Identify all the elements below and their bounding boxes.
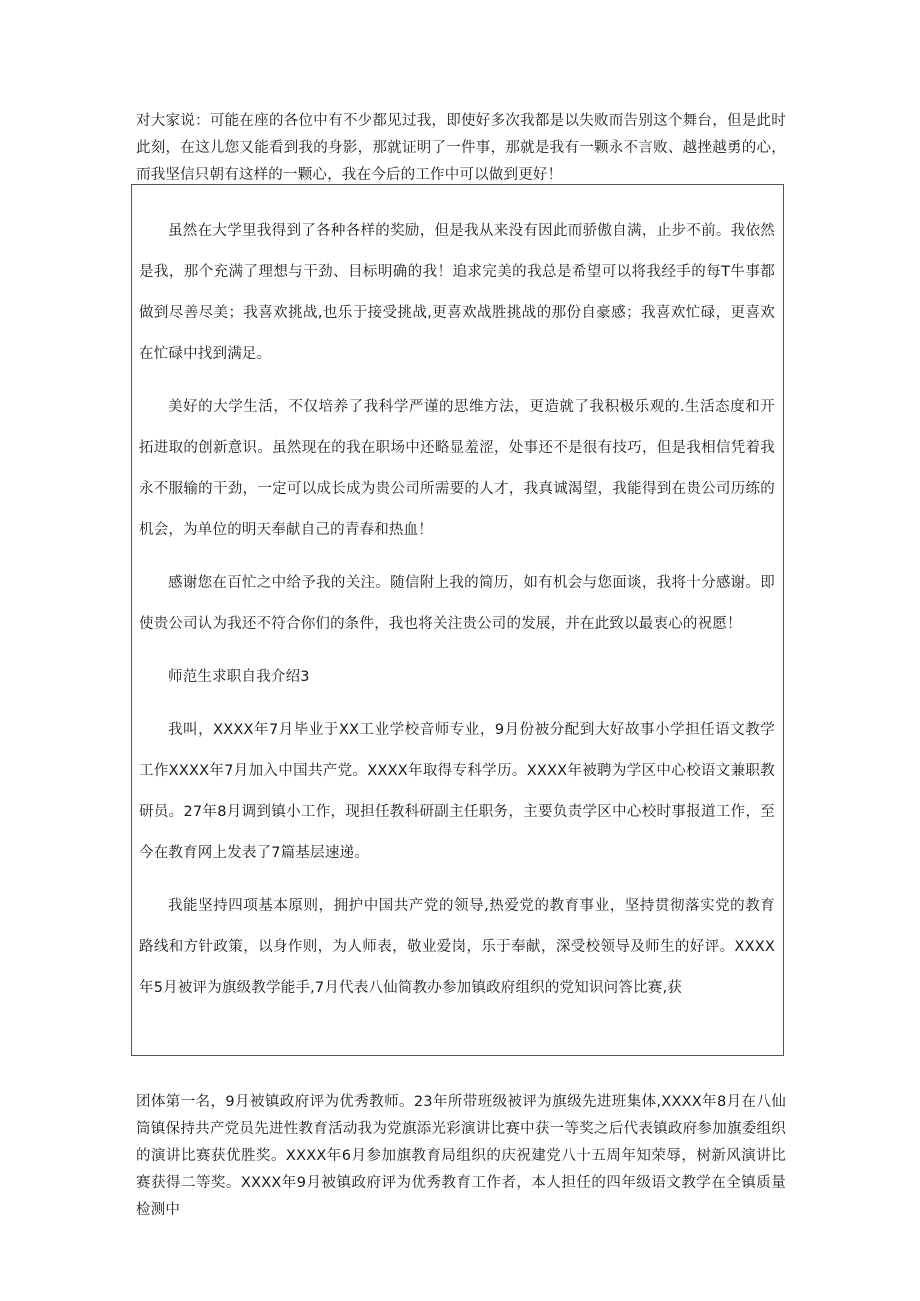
continuation-paragraph: 团体第一名，9月被镇政府评为优秀教师。23年所带班级被评为旗级先进班集体,XXXX年8月在八仙筒镇保持共产党员先进性教育活动我为党旗添光彩演讲比赛中获一等奖之后代表镇政府参加旗委组织的演讲比赛获优胜奖。XXXX年6月参加旗教育局组织的庆祝建党八十五周年知荣辱，树新风演讲比赛获得二等奖。XXXX年9月被镇政府评为优秀教育工作者，本人担任的四年级语文教学在全镇质量检测中	[136, 1094, 786, 1218]
intro-paragraph: 对大家说：可能在座的各位中有不少都见过我，即使好多次我都是以失败而告别这个舞台，但是此时此刻，在这儿您又能看到我的身影，那就证明了一件事，那就是我有一颗永不言败、越挫越勇的心，而我坚信只朝有这样的一颗心，我在今后的工作中可以做到更好！	[136, 113, 786, 183]
paragraph-thanks: 感谢您在百忙之中给予我的关注。随信附上我的简历，如有机会与您面谈，我将十分感谢。即使贵公司认为我还不符合你们的条件，我也将关注贵公司的发展，并在此致以最衷心的祝愿！	[139, 575, 775, 632]
bordered-text-frame	[131, 184, 784, 1056]
section-heading: 师范生求职自我介绍3	[168, 669, 310, 685]
paragraph-university-life: 美好的大学生活，不仅培养了我科学严谨的思维方法，更造就了我积极乐观的.生活态度和开拓进取的创新意识。虽然现在的我在职场中还略显羞涩，处事还不是很有技巧，但是我相信凭着我永不服输的干劲，一定可以成长成为贵公司所需要的人才，我真诚渴望，我能得到在贵公司历练的机会，为单位的明天奉献自己的青春和热血！	[139, 399, 775, 538]
paragraph-principles: 我能坚持四项基本原则，拥护中国共产党的领导,热爱党的教育事业，坚持贯彻落实党的教育路线和方针政策，以身作则，为人师表，敬业爱岗，乐于奉献，深受校领导及师生的好评。XXXX年5月被评为旗级教学能手,7月代表八仙简教办参加镇政府组织的党知识问答比赛,获	[139, 898, 775, 996]
continuation-paragraph-block	[136, 1089, 786, 1224]
paragraph-awards: 虽然在大学里我得到了各种各样的奖励，但是我从来没有因此而骄傲自满，止步不前。我依然是我，那个充满了理想与干劲、目标明确的我！追求完美的我总是希望可以将我经手的每T牛事都做到尽善尽美；我喜欢挑战,也乐于接受挑战,更喜欢战胜挑战的那份自豪感；我喜欢忙碌，更喜欢在忙碌中找到满足。	[139, 223, 775, 362]
intro-paragraph-block	[136, 108, 786, 189]
paragraph-biography: 我叫，XXXX年7月毕业于XX工业学校音师专业，9月份被分配到大好故事小学担任语文教学工作XXXX年7月加入中国共产党。XXXX年取得专科学历。XXXX年被聘为学区中心校语文兼职教研员。27年8月调到镇小工作，现担任教科研副主任职务，主要负责学区中心校时事报道工作，至今在教育网上发表了7篇基层速递。	[139, 722, 775, 861]
